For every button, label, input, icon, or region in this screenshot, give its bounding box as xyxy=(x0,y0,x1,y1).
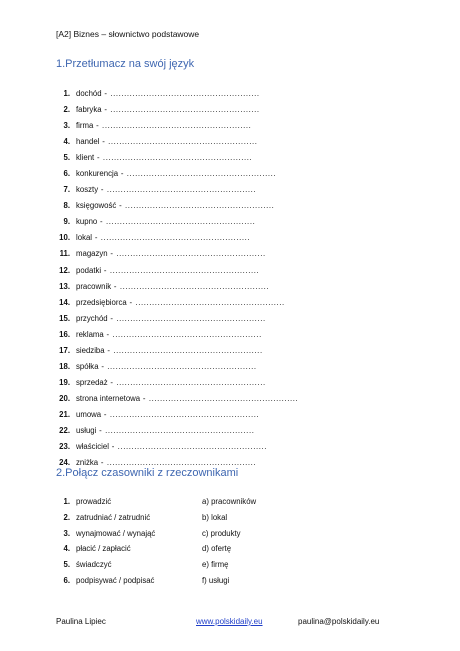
list-item xyxy=(56,327,416,343)
answer-line: - ...................................................... xyxy=(101,105,260,115)
verb-text: zatrudniać / zatrudnić xyxy=(76,512,151,522)
item-word: przychód xyxy=(76,313,108,323)
item-number: 19. xyxy=(59,377,70,387)
list-item xyxy=(56,102,416,118)
answer-line: - ...................................................... xyxy=(107,313,266,323)
item-number: 24. xyxy=(59,458,70,468)
item-number: 22. xyxy=(59,425,70,435)
item-word: umowa xyxy=(76,409,102,419)
verb-text: prowadzić xyxy=(76,497,112,506)
answer-line: - ...................................................... xyxy=(126,297,285,307)
noun-text: e) firmę xyxy=(202,560,229,570)
footer-email[interactable]: paulina@polskidaily.eu xyxy=(298,617,380,626)
answer-line: - ...................................................... xyxy=(108,442,268,452)
item-number: 14. xyxy=(59,297,70,307)
answer-line: - ...................................................... xyxy=(92,233,251,243)
list-item xyxy=(56,526,396,542)
item-word: lokal xyxy=(76,233,93,243)
list-item xyxy=(56,359,416,375)
item-number: 8. xyxy=(63,201,70,211)
answer-line: - ...................................................... xyxy=(98,185,257,195)
item-number: 2. xyxy=(63,105,70,115)
item-number: 23. xyxy=(59,442,70,452)
item-number: 12. xyxy=(59,265,70,275)
section-1-title: 1.Przetłumacz na swój język xyxy=(56,58,195,70)
item-number: 4. xyxy=(63,544,70,554)
list-item xyxy=(56,86,416,102)
item-number: 5. xyxy=(63,560,70,570)
item-word: właściciel xyxy=(76,442,109,452)
answer-line: - ...................................................... xyxy=(98,458,257,468)
item-word: handel xyxy=(76,137,100,147)
footer-website-link[interactable]: www.polskidaily.eu xyxy=(196,617,263,626)
item-number: 5. xyxy=(63,153,70,163)
answer-line: - ...................................................... xyxy=(111,281,270,291)
item-number: 18. xyxy=(59,361,70,371)
item-word: konkurencja xyxy=(76,169,119,179)
item-word: usługi xyxy=(76,425,97,435)
verb-text: podpisywać / podpisać xyxy=(76,575,155,585)
item-word: księgowość xyxy=(76,201,117,211)
list-item xyxy=(56,343,416,359)
item-word: strona internetowa xyxy=(76,393,141,403)
item-number: 3. xyxy=(63,528,70,538)
item-word: zniżka xyxy=(76,458,99,468)
item-word: kupno xyxy=(76,217,98,227)
list-item xyxy=(56,150,416,166)
answer-line: - ...................................................... xyxy=(107,377,266,387)
item-number: 17. xyxy=(59,345,70,355)
verb-text: wynajmować / wynająć xyxy=(76,528,156,538)
answer-line: - ...................................................... xyxy=(140,393,299,403)
item-number: 3. xyxy=(63,121,70,131)
item-word: magazyn xyxy=(76,249,108,259)
answer-line: - ...................................................... xyxy=(99,137,258,147)
item-word: sprzedaż xyxy=(76,377,108,387)
item-number: 9. xyxy=(63,217,70,227)
page-header-title: [A2] Biznes – słownictwo podstawowe xyxy=(56,29,200,39)
answer-line: - ...................................................... xyxy=(96,425,255,435)
item-number: 6. xyxy=(63,575,70,585)
item-word: siedziba xyxy=(76,345,105,355)
answer-line: - ...................................................... xyxy=(101,89,260,98)
answer-line: - ...................................................... xyxy=(118,169,277,179)
list-item xyxy=(56,198,416,214)
item-number: 15. xyxy=(59,313,70,323)
noun-text: a) pracowników xyxy=(202,497,257,506)
item-word: firma xyxy=(76,121,94,131)
answer-line: - ...................................................... xyxy=(116,201,275,211)
list-item xyxy=(56,118,416,134)
item-number: 7. xyxy=(63,185,70,195)
list-item xyxy=(56,166,416,182)
list-item xyxy=(56,439,416,455)
list-item xyxy=(56,375,416,391)
item-word: pracownik xyxy=(76,281,112,291)
list-item xyxy=(56,263,416,279)
noun-text: f) usługi xyxy=(202,575,230,585)
list-item xyxy=(56,279,416,295)
item-number: 2. xyxy=(63,512,70,522)
answer-line: - ...................................................... xyxy=(93,121,252,131)
noun-text: c) produkty xyxy=(202,528,241,538)
list-item xyxy=(56,573,396,589)
translation-list xyxy=(56,86,416,471)
list-item xyxy=(56,407,416,423)
item-number: 13. xyxy=(59,281,70,291)
item-word: przedsiębiorca xyxy=(76,297,127,307)
matching-list xyxy=(56,494,396,589)
answer-line: - ...................................................... xyxy=(101,409,260,419)
answer-line: - ...................................................... xyxy=(101,265,260,275)
answer-line: - ...................................................... xyxy=(104,345,263,355)
item-word: fabryka xyxy=(76,105,102,115)
section-2-title: 2.Połącz czasowniki z rzeczownikami xyxy=(56,467,239,479)
list-item xyxy=(56,182,416,198)
item-number: 1. xyxy=(63,497,70,506)
item-number: 1. xyxy=(63,89,70,98)
list-item xyxy=(56,510,396,526)
list-item xyxy=(56,311,416,327)
answer-line: - ...................................................... xyxy=(103,329,262,339)
list-item xyxy=(56,423,416,439)
footer-author: Paulina Lipiec xyxy=(56,617,106,626)
list-item xyxy=(56,230,416,246)
item-number: 21. xyxy=(59,409,70,419)
item-word: spółka xyxy=(76,361,99,371)
noun-text: b) lokal xyxy=(202,512,228,522)
list-item xyxy=(56,295,416,311)
list-item xyxy=(56,494,396,510)
item-word: dochód xyxy=(76,89,102,98)
item-word: podatki xyxy=(76,265,102,275)
list-item xyxy=(56,391,416,407)
list-item xyxy=(56,541,396,557)
list-item xyxy=(56,557,396,573)
verb-text: płacić / zapłacić xyxy=(76,544,131,554)
list-item xyxy=(56,246,416,262)
answer-line: - ...................................................... xyxy=(97,217,256,227)
item-word: koszty xyxy=(76,185,99,195)
item-word: klient xyxy=(76,153,95,163)
answer-line: - ...................................................... xyxy=(94,153,253,163)
item-number: 10. xyxy=(59,233,70,243)
item-number: 20. xyxy=(59,393,70,403)
item-number: 6. xyxy=(63,169,70,179)
answer-line: - ...................................................... xyxy=(98,361,257,371)
item-number: 4. xyxy=(63,137,70,147)
list-item xyxy=(56,214,416,230)
verb-text: świadczyć xyxy=(76,560,112,570)
item-number: 16. xyxy=(59,329,70,339)
answer-line: - ...................................................... xyxy=(107,249,266,259)
item-word: reklama xyxy=(76,329,104,339)
list-item xyxy=(56,134,416,150)
item-number: 11. xyxy=(59,249,70,259)
noun-text: d) ofertę xyxy=(202,544,232,554)
